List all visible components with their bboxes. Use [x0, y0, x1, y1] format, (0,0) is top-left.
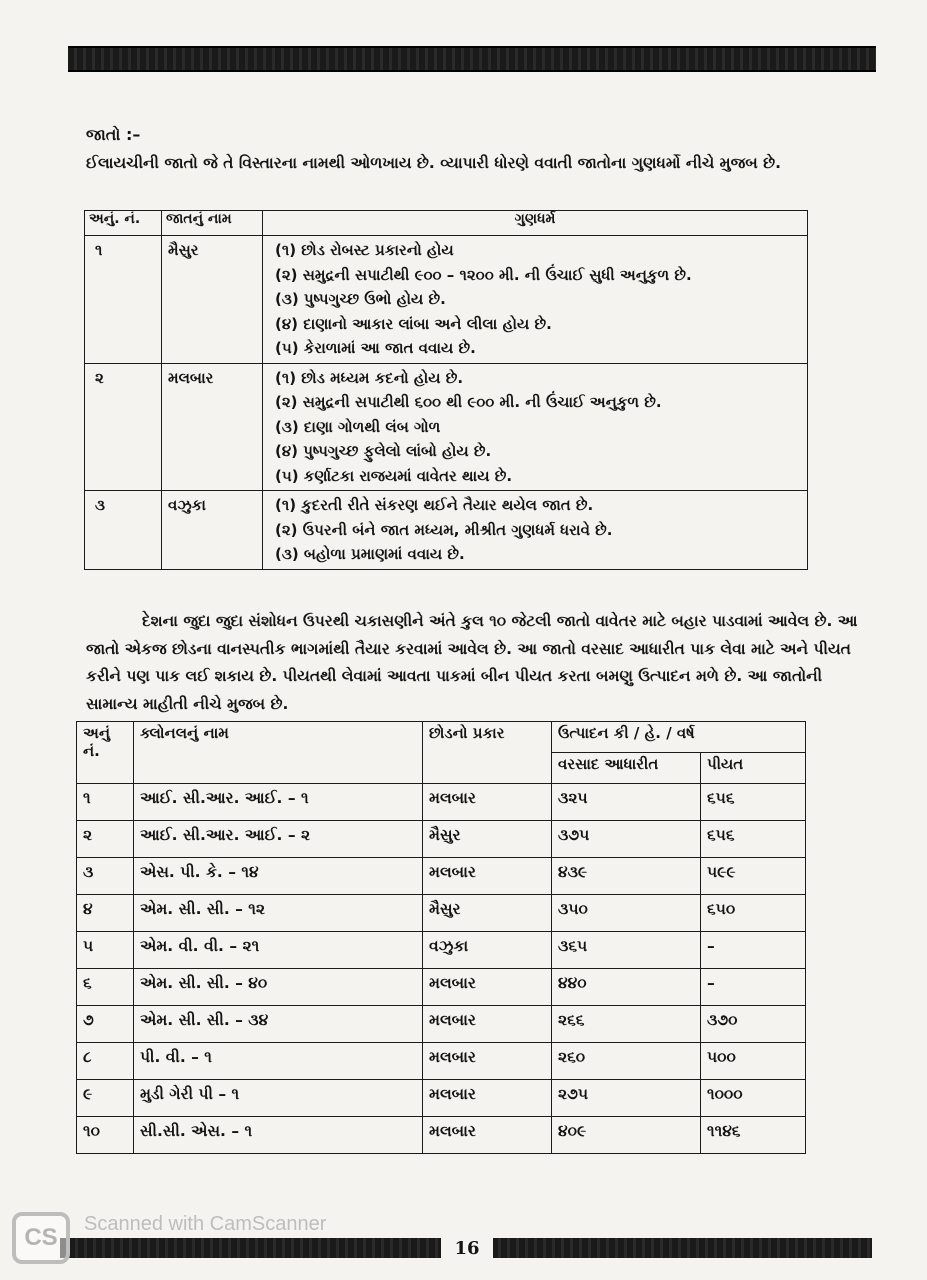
property-line: (૨) સમુદ્રની સપાટીથી ૯૦૦ – ૧૨૦૦ મી. ની ઉંચાઈ સુધી અનુકુળ છે. — [275, 265, 692, 284]
row-rainfed-yield: ૩૨૫ — [552, 784, 701, 821]
property-line: (૪) પુષ્પગુચ્છ ફુલેલો લાંબો હોય છે. — [275, 442, 492, 460]
intro-text: ઈલાયચીની જાતો જે તે વિસ્તારના નામથી ઓળખાય છે. વ્યાપારી ધોરણે વવાતી જાતોના ગુણધર્મો નીચે મુજબ છે. — [86, 154, 781, 172]
row-variety-name: વઝુકા — [162, 491, 263, 570]
property-line: (૧) કુદરતી રીતે સંકરણ થઈને તૈયાર થયેલ જાત છે. — [275, 496, 594, 514]
row-rainfed-yield: ૩૬૫ — [552, 932, 701, 969]
row-clone-name: એમ. સી. સી. – ૧૨ — [134, 895, 423, 932]
watermark-text: Scanned with CamScanner — [84, 1213, 327, 1235]
property-line: (૪) દાણાનો આકાર લાંબા અને લીલા હોય છે. — [275, 314, 552, 333]
row-irrigated-yield: – — [701, 969, 806, 1006]
camscanner-logo-icon — [12, 1212, 70, 1264]
row-plant-type: મલબાર — [423, 1117, 552, 1154]
row-irrigated-yield: ૬૫૬ — [701, 821, 806, 858]
row-rainfed-yield: ૪૩૯ — [552, 858, 701, 895]
table-row — [77, 784, 806, 821]
clones-paragraph: દેશના જુદા જુદા સંશોધન ઉપરથી ચકાસણીને અંતે કુલ ૧૦ જેટલી જાતો વાવેતર માટે બહાર પાડવામાં આવેલ છે. આ જાતો એકજ છોડના વાનસ્પતીક ભાગમાંથી તૈયાર કરવામાં આવેલ છે. આ જાતો વરસાદ આધારીત પાક લેવા માટે અને પીયત કરીને પણ પાક લઈ શકાય છે. પીયતથી લેવામાં આવતા પાકમાં બીન પીયત કરતા બમણુ ઉત્પાદન મળે છે. આ જાતોની સામાન્ય માહીતી નીચે મુજબ છે. — [86, 612, 858, 713]
table-row — [77, 821, 806, 858]
clones-table — [76, 721, 806, 1154]
table-row — [77, 1117, 806, 1154]
row-properties — [263, 236, 808, 364]
header-serial: અનું. નં. — [85, 211, 162, 236]
property-line: (૨) ઉપરની બંને જાત મધ્યમ, મીશ્રીત ગુણધર્મ ધરાવે છે. — [275, 520, 613, 539]
row-clone-name: એસ. પી. કે. – ૧૪ — [134, 858, 423, 895]
row-plant-type: મૈસુર — [423, 821, 552, 858]
row-rainfed-yield: ૨૭૫ — [552, 1080, 701, 1117]
property-line: (૧) છોડ મધ્યમ કદનો હોય છે. — [275, 368, 464, 387]
row-serial: ૫ — [77, 932, 134, 969]
row-clone-name: એમ. સી. સી. – ૩૪ — [134, 1006, 423, 1043]
row-rainfed-yield: ૪૪૦ — [552, 969, 701, 1006]
header-serial: અનું નં. — [77, 722, 134, 784]
row-rainfed-yield: ૨૬૬ — [552, 1006, 701, 1043]
header-rainfed: વરસાદ આધારીત — [552, 753, 701, 784]
table-header-row — [77, 722, 806, 753]
property-line: (૫) કર્ણાટકા રાજયમાં વાવેતર થાય છે. — [275, 466, 513, 485]
header-variety-name: જાતનું નામ — [162, 211, 263, 236]
row-plant-type: મલબાર — [423, 969, 552, 1006]
row-irrigated-yield: ૫૦૦ — [701, 1043, 806, 1080]
row-irrigated-yield: – — [701, 932, 806, 969]
row-clone-name: આઈ. સી.આર. આઈ. – ૧ — [134, 784, 423, 821]
table-row — [77, 969, 806, 1006]
top-decorative-bar — [68, 46, 876, 72]
row-serial: ૧ — [85, 236, 162, 364]
table-row — [77, 1043, 806, 1080]
row-irrigated-yield: ૩૭૦ — [701, 1006, 806, 1043]
row-plant-type: વઝુકા — [423, 932, 552, 969]
row-plant-type: મલબાર — [423, 1080, 552, 1117]
row-plant-type: મલબાર — [423, 784, 552, 821]
header-properties: ગુણધર્મ — [263, 211, 808, 236]
property-line: (૨) સમુદ્રની સપાટીથી ૬૦૦ થી ૯૦૦ મી. ની ઉંચાઈ અનુકુળ છે. — [275, 393, 662, 411]
row-clone-name: એમ. સી. સી. – ૪૦ — [134, 969, 423, 1006]
header-clone-name: ક્લોનલનું નામ — [134, 722, 423, 784]
table-row — [77, 858, 806, 895]
row-serial: ૧૦ — [77, 1117, 134, 1154]
property-line: (૫) કેરાળામાં આ જાત વવાય છે. — [275, 339, 476, 357]
row-serial: ૩ — [85, 491, 162, 570]
row-irrigated-yield: ૧૧૪૬ — [701, 1117, 806, 1154]
row-clone-name: પી. વી. – ૧ — [134, 1043, 423, 1080]
row-rainfed-yield: ૩૭૫ — [552, 821, 701, 858]
row-plant-type: મલબાર — [423, 1006, 552, 1043]
table-header-row — [85, 211, 808, 236]
table-row — [77, 932, 806, 969]
row-clone-name: સી.સી. એસ. – ૧ — [134, 1117, 423, 1154]
row-properties — [263, 491, 808, 570]
row-irrigated-yield: ૧૦૦૦ — [701, 1080, 806, 1117]
row-serial: ૮ — [77, 1043, 134, 1080]
row-serial: ૪ — [77, 895, 134, 932]
row-irrigated-yield: ૫૯૯ — [701, 858, 806, 895]
row-properties — [263, 363, 808, 491]
property-line: (૩) પુષ્પગુચ્છ ઉભો હોય છે. — [275, 290, 446, 308]
row-clone-name: મુડી ગેરી પી – ૧ — [134, 1080, 423, 1117]
row-plant-type: મલબાર — [423, 858, 552, 895]
table-row — [77, 1006, 806, 1043]
property-line: (૧) છોડ રોબસ્ટ પ્રકારનો હોય — [275, 241, 454, 259]
watermark-logo-text: CS — [24, 1224, 58, 1251]
header-yield: ઉત્પાદન કી / હે. / વર્ષ — [552, 722, 806, 753]
header-irrigated: પીયત — [701, 753, 806, 784]
table-row — [85, 363, 808, 491]
table-row — [85, 236, 808, 364]
row-serial: ૨ — [77, 821, 134, 858]
row-plant-type: મૈસુર — [423, 895, 552, 932]
row-serial: ૬ — [77, 969, 134, 1006]
row-serial: ૨ — [85, 363, 162, 491]
property-line: (૩) દાણા ગોળથી લંબ ગોળ — [275, 417, 441, 436]
table-row — [77, 895, 806, 932]
row-variety-name: મૈસુર — [162, 236, 263, 364]
row-clone-name: આઈ. સી.આર. આઈ. – ૨ — [134, 821, 423, 858]
row-rainfed-yield: ૪૦૯ — [552, 1117, 701, 1154]
row-plant-type: મલબાર — [423, 1043, 552, 1080]
varieties-table — [84, 210, 808, 570]
row-rainfed-yield: ૨૬૦ — [552, 1043, 701, 1080]
table-row — [85, 491, 808, 570]
property-line: (૩) બહોળા પ્રમાણમાં વવાય છે. — [275, 545, 465, 563]
page-number: 16 — [441, 1236, 493, 1262]
row-clone-name: એમ. વી. વી. – ૨૧ — [134, 932, 423, 969]
row-variety-name: મલબાર — [162, 363, 263, 491]
row-serial: ૯ — [77, 1080, 134, 1117]
row-irrigated-yield: ૬૫૦ — [701, 895, 806, 932]
table-row — [77, 1080, 806, 1117]
row-irrigated-yield: ૬૫૬ — [701, 784, 806, 821]
section-heading: જાતો :– — [86, 125, 141, 144]
row-serial: ૭ — [77, 1006, 134, 1043]
row-serial: ૩ — [77, 858, 134, 895]
row-rainfed-yield: ૩૫૦ — [552, 895, 701, 932]
row-serial: ૧ — [77, 784, 134, 821]
header-plant-type: છોડનો પ્રકાર — [423, 722, 552, 784]
